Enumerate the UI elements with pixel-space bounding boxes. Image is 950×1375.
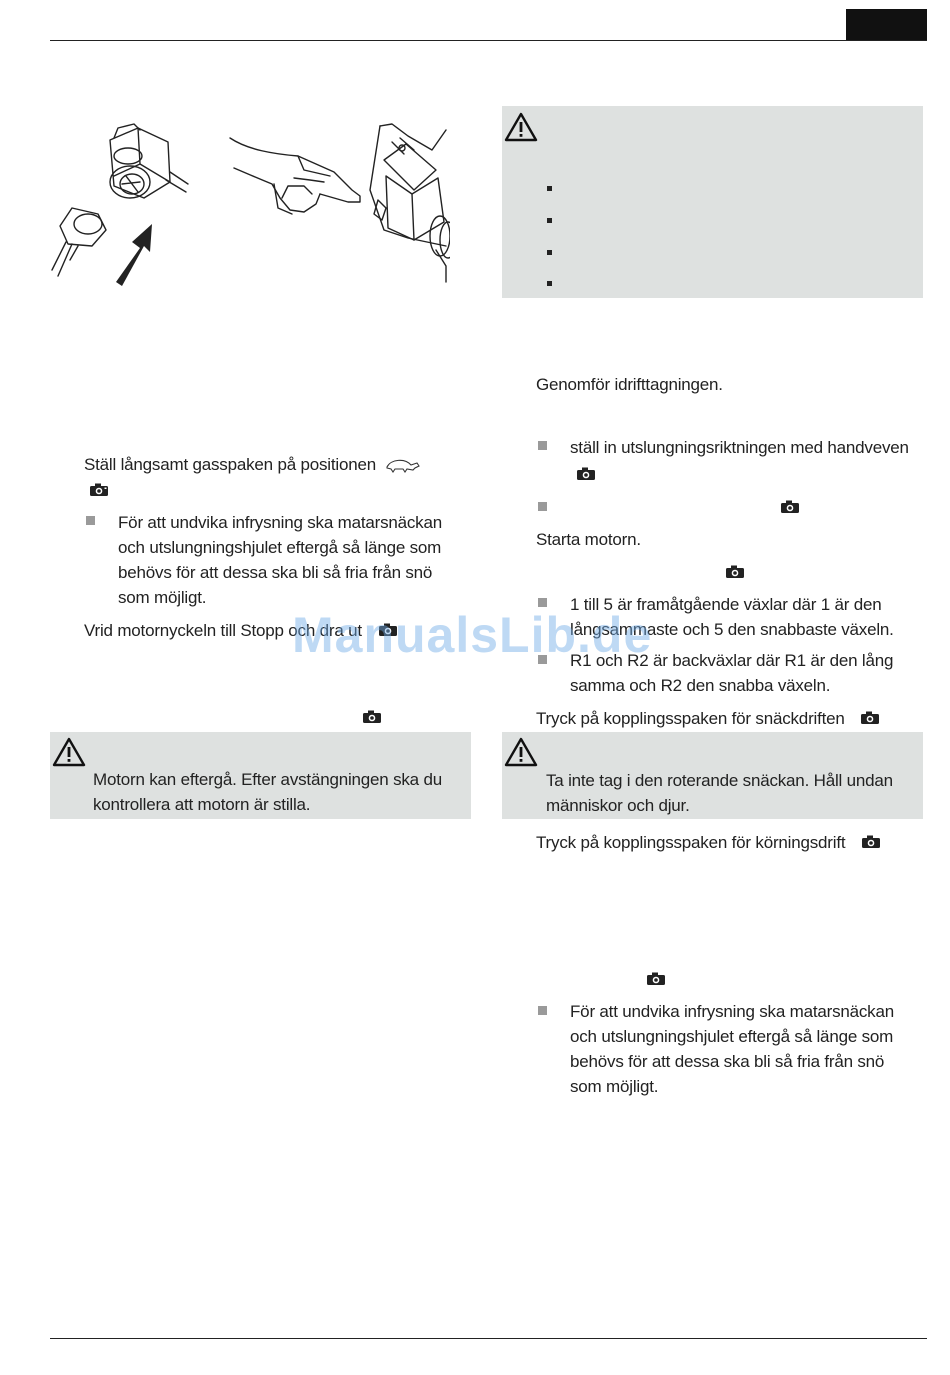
list-bullet [547,281,552,286]
list-bullet [547,250,552,255]
freeze-bullet-left [118,511,463,610]
tortoise-icon [385,457,421,473]
freeze-line: som möjligt. [118,588,207,607]
caution-box-top [502,106,923,298]
auger-lever-text: Tryck på kopplingsspaken för snäckdriften [536,709,845,728]
freeze-line: behövs för att dessa ska bli så fria från snö [570,1052,885,1071]
throttle-instruction: Ställ långsamt gasspaken på positionen [84,455,376,474]
camera-icon [576,467,596,481]
freeze-line: För att undvika infrysning ska matarsnäckan [118,513,442,532]
list-bullet [547,186,552,191]
camera-icon [861,835,881,849]
freeze-line: För att undvika infrysning ska matarsnäckan [570,1002,894,1021]
warning-icon [52,737,86,767]
bullet-marker [538,502,547,511]
gear-line: samma och R2 den snabba växeln. [570,676,831,695]
gear-line: R1 och R2 är backväxlar där R1 är den lång [570,651,894,670]
auger-warning-box [502,732,923,819]
header-rule [50,40,927,41]
camera-icon [860,711,880,725]
list-bullet [547,218,552,223]
freeze-line: och utslungningshjulet eftergå så länge som [118,538,442,557]
freeze-line: behövs för att dessa ska bli så fria från snö [118,563,433,582]
plug-and-key-illustration [48,120,450,292]
discharge-direction-bullet: ställ in utslungningsriktningen med handveven [570,438,909,457]
key-instruction: Vrid motornyckeln till Stopp och dra ut [84,621,362,640]
warning-icon [504,737,538,767]
warning-line: Motorn kan eftergå. Efter avstängningen ska du [93,770,442,789]
warning-icon [504,112,538,142]
camera-icon [725,565,745,579]
bullet-marker [86,516,95,525]
page-number-tab [846,9,927,40]
bullet-marker [538,441,547,450]
camera-icon [780,500,800,514]
freeze-bullet-right [570,1000,920,1099]
perform-startup-text: Genomför idrifttagningen. [536,375,723,394]
watermark: ManualsLib.de [292,607,653,663]
camera-icon [646,972,666,986]
camera-icon [89,483,109,497]
start-engine-text: Starta motorn. [536,530,641,549]
gear-line: 1 till 5 är framåtgående växlar där 1 är den [570,595,882,614]
footer-rule [50,1338,927,1339]
bullet-marker [538,1006,547,1015]
engine-warning-box [50,732,471,819]
freeze-line: och utslungningshjulet eftergå så länge som [570,1027,894,1046]
camera-icon [362,710,382,724]
warning-line: människor och djur. [546,796,690,815]
gear-line: långsammaste och 5 den snabbaste växeln. [570,620,894,639]
drive-lever-text: Tryck på kopplingsspaken för körningsdrift [536,833,846,852]
warning-line: kontrollera att motorn är stilla. [93,795,311,814]
freeze-line: som möjligt. [570,1077,659,1096]
warning-line: Ta inte tag i den roterande snäckan. Håll undan [546,771,893,790]
